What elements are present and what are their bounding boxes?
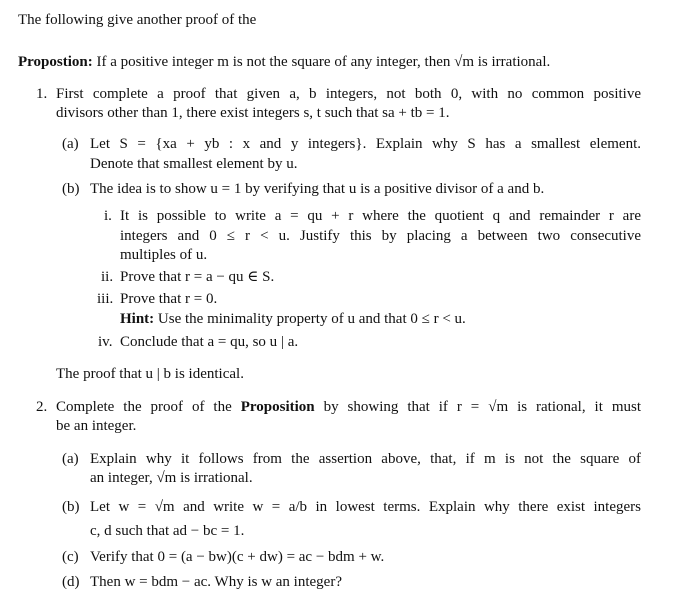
item-2c-line: Verify that 0 = (a − bw)(c + dw) = ac − bdm + w. bbox=[90, 549, 385, 565]
proposition bbox=[18, 53, 550, 71]
item-1b-line: The idea is to show u = 1 by verifying that u is a positive divisor of a and b. bbox=[90, 181, 545, 197]
proposition-text: If a positive integer m is not the square of any integer, then √m is irrational. bbox=[96, 54, 551, 70]
item-2-number: 2. bbox=[36, 399, 48, 415]
item-1-number: 1. bbox=[36, 86, 48, 102]
item-2d-line: Then w = bdm − ac. Why is w an integer? bbox=[90, 574, 342, 590]
hint-label: Hint: bbox=[120, 311, 155, 327]
step-ii-line: Prove that r = a − qu ∈ S. bbox=[120, 269, 275, 285]
item-1-closing: The proof that u | b is identical. bbox=[56, 366, 244, 382]
item-1-line: divisors other than 1, there exist integers s, t such that sa + tb = 1. bbox=[56, 105, 450, 121]
step-iii-line: Prove that r = 0. bbox=[120, 291, 218, 307]
item-2-pre: Complete the proof of the bbox=[56, 399, 232, 415]
item-1b-label: (b) bbox=[62, 181, 80, 197]
item-2-bold: Proposition bbox=[240, 399, 315, 415]
step-i-line: integers and 0 ≤ r < u. Justify this by placing a between two consecutive bbox=[120, 228, 641, 244]
step-ii-label: ii. bbox=[101, 269, 114, 285]
step-i-label: i. bbox=[104, 208, 112, 224]
item-2b-label: (b) bbox=[62, 499, 80, 515]
item-2-line: be an integer. bbox=[56, 418, 137, 434]
intro-text: The following give another proof of the bbox=[18, 12, 257, 28]
hint bbox=[120, 310, 466, 328]
hint-text: Use the minimality property of u and that 0 ≤ r < u. bbox=[157, 311, 466, 327]
item-2-post: by showing that if r = √m is rational, it must bbox=[323, 399, 641, 415]
item-2a-line: an integer, √m is irrational. bbox=[90, 470, 253, 486]
proposition-label: Propostion: bbox=[18, 54, 93, 70]
item-2c-label: (c) bbox=[62, 549, 79, 565]
item-2d-label: (d) bbox=[62, 574, 80, 590]
step-i-line: multiples of u. bbox=[120, 247, 208, 263]
item-2a-label: (a) bbox=[62, 451, 79, 467]
item-1a-label: (a) bbox=[62, 136, 79, 152]
item-1a-line: Let S = {xa + yb : x and y integers}. Explain why S has a smallest element. bbox=[90, 136, 641, 152]
step-iv-label: iv. bbox=[98, 334, 113, 350]
item-2b-line: Let w = √m and write w = a/b in lowest terms. Explain why there exist integers bbox=[90, 499, 641, 515]
item-1a-line: Denote that smallest element by u. bbox=[90, 156, 298, 172]
item-2b-line: c, d such that ad − bc = 1. bbox=[90, 523, 245, 539]
step-i-line: It is possible to write a = qu + r where the quotient q and remainder r are bbox=[120, 208, 641, 224]
step-iv-line: Conclude that a = qu, so u | a. bbox=[120, 334, 299, 350]
item-2a-line: Explain why it follows from the assertion above, that, if m is not the square of bbox=[90, 451, 641, 467]
item-1-line: First complete a proof that given a, b integers, not both 0, with no common positive bbox=[56, 86, 641, 102]
step-iii-label: iii. bbox=[97, 291, 114, 307]
item-2-line bbox=[56, 398, 641, 416]
